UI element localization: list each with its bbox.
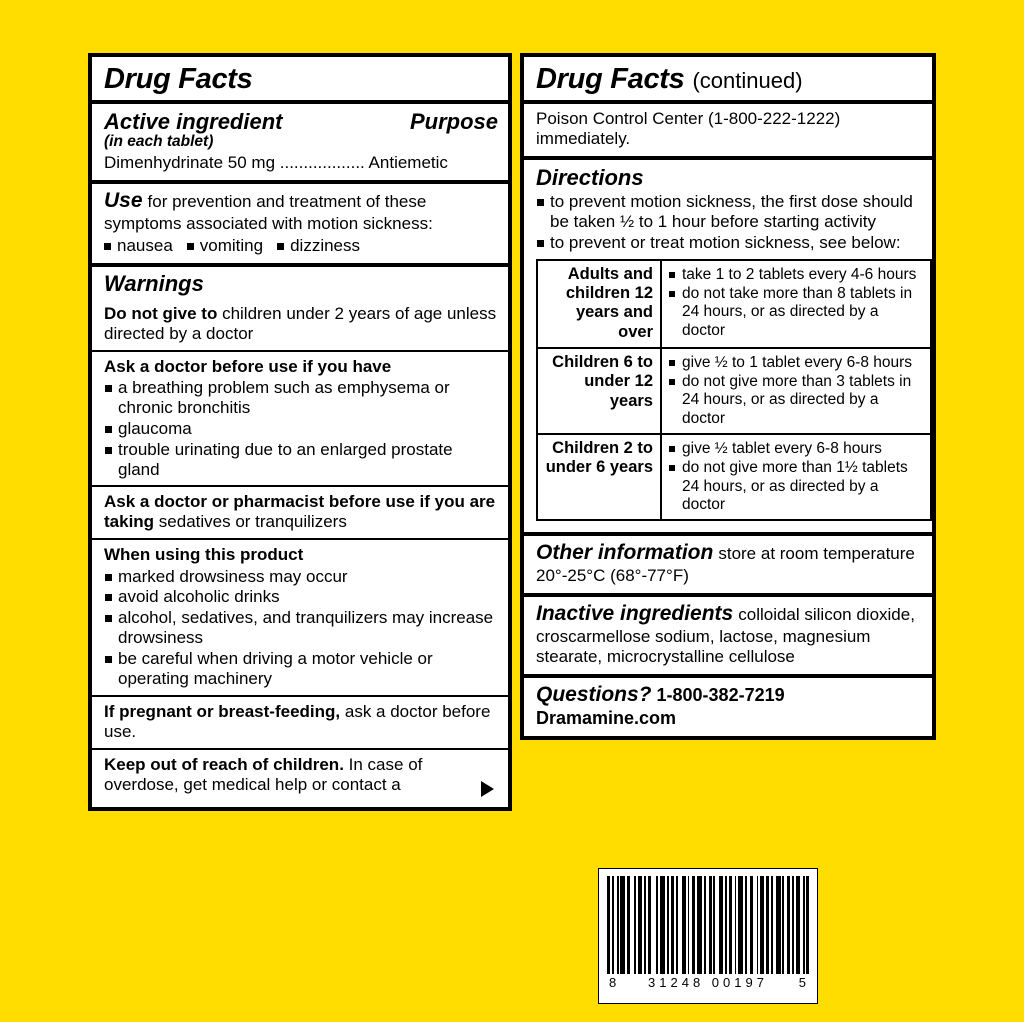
barcode-numbers	[607, 974, 809, 990]
dosage-age-group: Adults and children 12 years and over	[538, 261, 662, 347]
active-ingredient-line: Dimenhydrinate 50 mg .................. Antiemetic	[104, 153, 448, 172]
inactive-ingredients-section	[524, 597, 932, 678]
questions-heading: Questions?	[536, 682, 652, 706]
list-item: to prevent motion sickness, the first dose should be taken ½ to 1 hour before starting activity	[536, 192, 922, 232]
warning-keep-out-of-reach	[92, 750, 508, 807]
ask-pharmacist-bold: Ask a doctor or pharmacist before use if you are taking	[104, 492, 496, 532]
keep-out-bold: Keep out of reach of children.	[104, 754, 344, 774]
other-information-text: store at room temperature 20°-25°C (68°-77°F)	[536, 544, 915, 585]
barcode-left-digit: 8	[609, 975, 618, 990]
other-information-heading: Other information	[536, 541, 714, 565]
continue-arrow-icon	[481, 781, 494, 797]
use-symptoms-list	[104, 236, 498, 256]
pregnant-rest: ask a doctor before use.	[104, 701, 491, 741]
table-row	[538, 349, 930, 435]
warning-when-using	[92, 540, 508, 696]
warning-ask-pharmacist	[92, 487, 508, 540]
drug-facts-title-row	[92, 57, 508, 104]
ask-doctor-heading: Ask a doctor before use if you have	[104, 356, 392, 376]
ask-pharmacist-rest: sedatives or tranquilizers	[158, 512, 347, 532]
dosage-age-group: Children 2 to under 6 years	[538, 435, 662, 519]
questions-section	[524, 678, 932, 736]
warnings-heading: Warnings	[104, 270, 204, 296]
list-item: give ½ to 1 tablet every 6-8 hours	[668, 354, 925, 372]
list-item: give ½ tablet every 6-8 hours	[668, 440, 925, 458]
use-text: for prevention and treatment of these symptoms associated with motion sickness:	[104, 192, 433, 233]
ask-doctor-list	[104, 378, 498, 479]
list-item: marked drowsiness may occur	[104, 567, 498, 587]
dosage-directions-cell	[662, 261, 930, 347]
directions-list	[536, 192, 922, 253]
list-item: avoid alcoholic drinks	[104, 587, 498, 607]
barcode-middle-digits: 31248 00197	[648, 975, 768, 990]
questions-website[interactable]: Dramamine.com	[536, 707, 677, 728]
list-item: alcohol, sedatives, and tranquilizers may increase drowsiness	[104, 608, 498, 648]
do-not-give-bold: Do not give to	[104, 303, 218, 323]
list-item: do not give more than 3 tablets in 24 hours, or as directed by a doctor	[668, 373, 925, 428]
do-not-give-rest: children under 2 years of age unless directed by a doctor	[104, 303, 497, 343]
dosage-directions-cell	[662, 349, 930, 433]
dosage-table	[536, 259, 932, 521]
list-item: do not take more than 8 tablets in 24 hours, or as directed by a doctor	[668, 285, 925, 340]
use-heading: Use	[104, 189, 143, 213]
barcode-right-digit: 5	[798, 975, 807, 990]
when-using-heading: When using this product	[104, 545, 304, 565]
list-item: glaucoma	[104, 419, 498, 439]
active-ingredient-subheading: (in each tablet)	[104, 133, 214, 150]
warnings-section	[92, 267, 508, 807]
list-item: a breathing problem such as emphysema or chronic bronchitis	[104, 378, 498, 418]
page-title: Drug Facts	[104, 63, 253, 95]
poison-control-text: Poison Control Center (1-800-222-1222) immediately.	[536, 109, 841, 149]
list-item: to prevent or treat motion sickness, see below:	[536, 233, 922, 253]
list-item: vomiting	[187, 236, 263, 256]
directions-section	[524, 160, 932, 536]
warning-pregnant	[92, 697, 508, 750]
continued-label: (continued)	[692, 68, 803, 93]
purpose-heading: Purpose	[409, 109, 498, 134]
use-section	[92, 184, 508, 267]
drug-facts-panel-right	[520, 53, 936, 740]
panels-container	[88, 53, 936, 811]
inactive-ingredients-heading: Inactive ingredients	[536, 601, 734, 625]
drug-facts-continued-title-row	[524, 57, 932, 104]
list-item: be careful when driving a motor vehicle or operating machinery	[104, 649, 498, 689]
inactive-ingredients-text: colloidal silicon dioxide, croscarmellose sodium, lactose, magnesium stearate, microcrystalline cellulose	[536, 604, 915, 666]
dosage-directions-cell	[662, 435, 930, 519]
other-information-section	[524, 536, 932, 597]
when-using-list	[104, 567, 498, 689]
barcode	[598, 868, 818, 1004]
pregnant-bold: If pregnant or breast-feeding,	[104, 701, 341, 721]
barcode-bars	[607, 876, 809, 974]
warning-ask-doctor	[92, 352, 508, 487]
list-item: take 1 to 2 tablets every 4-6 hours	[668, 266, 925, 284]
warning-do-not-give	[92, 299, 508, 352]
warnings-heading-row	[92, 267, 508, 299]
keep-out-rest: In case of overdose, get medical help or contact a	[104, 754, 423, 794]
table-row	[538, 435, 930, 519]
table-row	[538, 261, 930, 349]
list-item: nausea	[104, 236, 173, 256]
directions-heading: Directions	[536, 165, 644, 191]
poison-control-section	[524, 104, 932, 160]
active-ingredient-section	[92, 104, 508, 184]
questions-phone[interactable]: 1-800-382-7219	[656, 684, 785, 705]
active-ingredient-heading: Active ingredient	[104, 109, 283, 134]
dosage-age-group: Children 6 to under 12 years	[538, 349, 662, 433]
list-item: dizziness	[277, 236, 360, 256]
drug-facts-panel-left	[88, 53, 512, 811]
list-item: trouble urinating due to an enlarged prostate gland	[104, 440, 498, 480]
list-item: do not give more than 1½ tablets 24 hours, or as directed by a doctor	[668, 459, 925, 514]
page-title-continued: Drug Facts	[536, 63, 685, 95]
